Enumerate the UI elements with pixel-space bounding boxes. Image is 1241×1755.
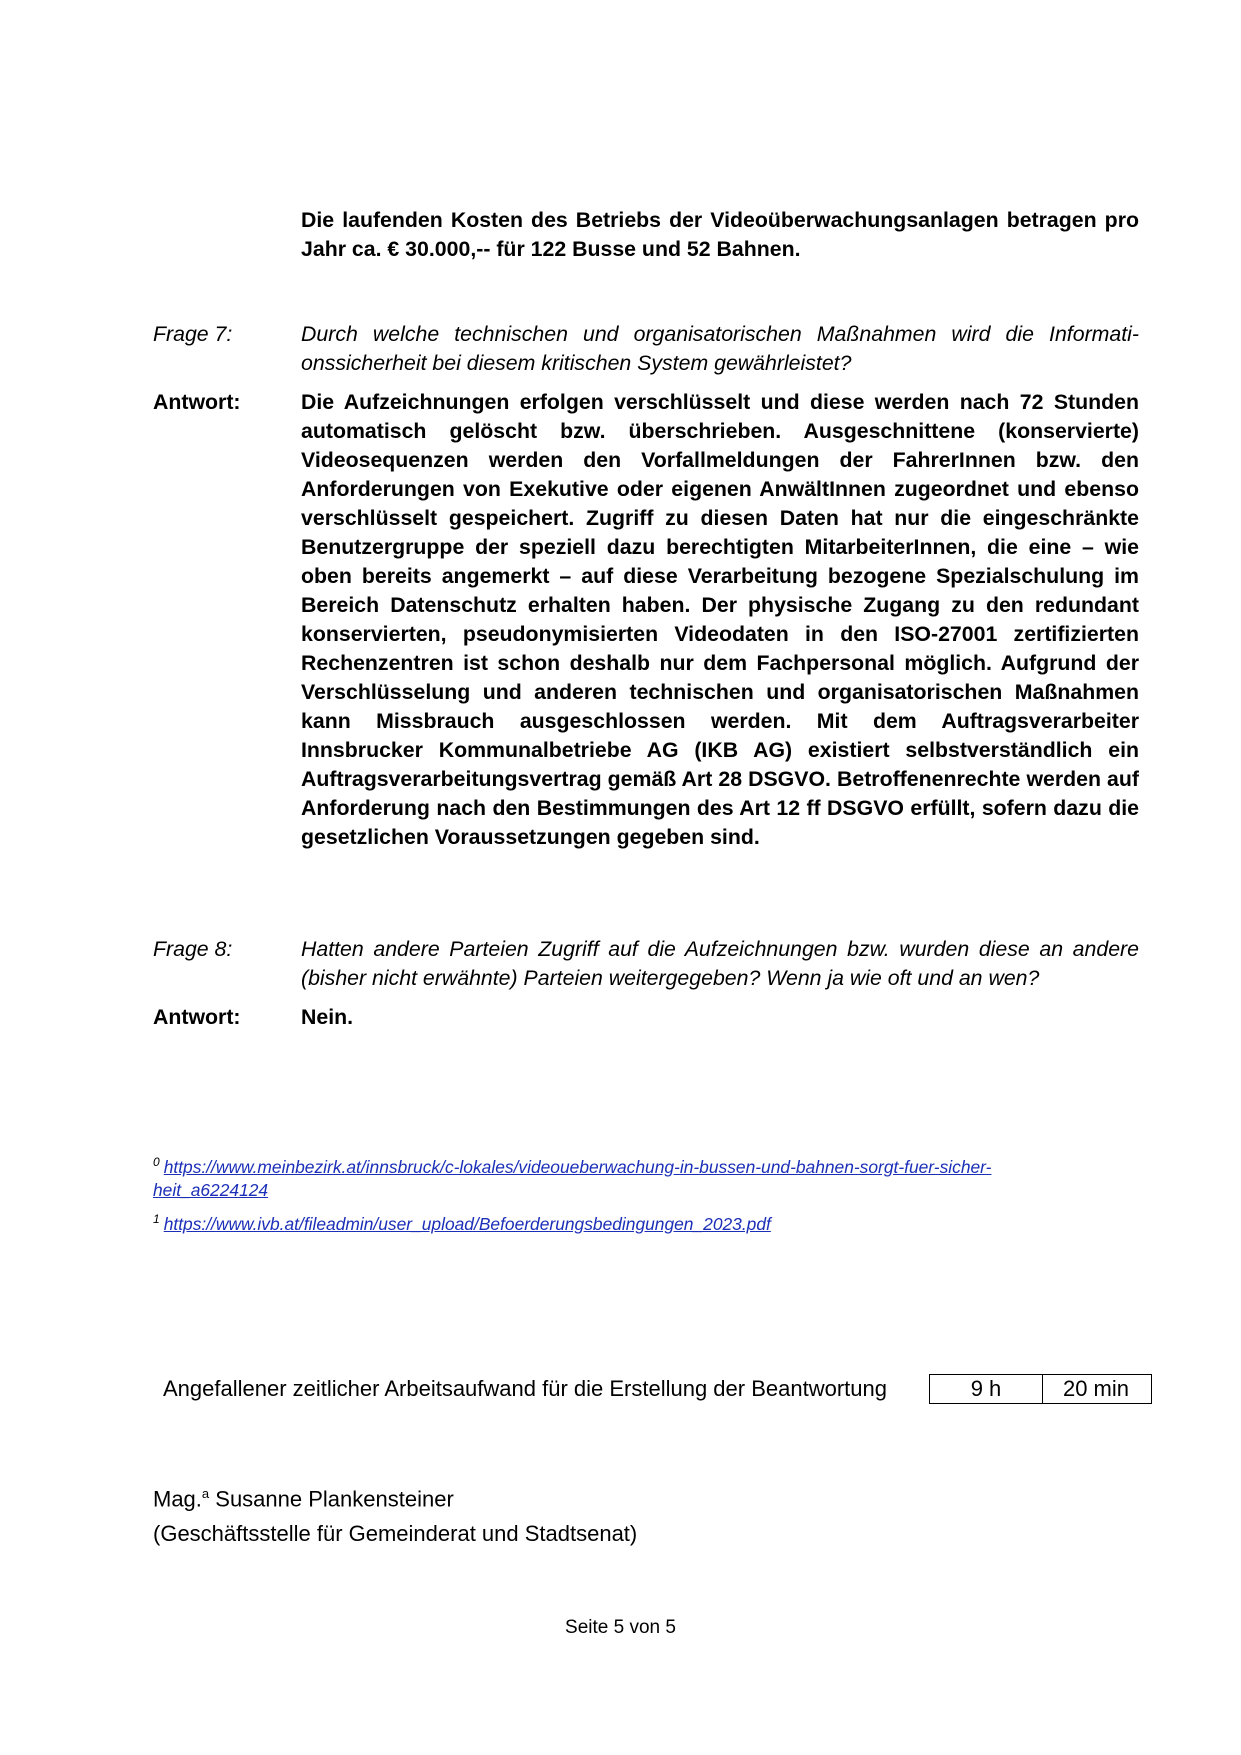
question-7-label: Frage 7: (153, 322, 233, 346)
signature-person: Susanne Plankensteiner (209, 1486, 454, 1512)
effort-label: Angefallener zeitlicher Arbeitsaufwand für die Erstellung der Beantwortung (163, 1376, 887, 1401)
footnote-link[interactable]: https://www.meinbezirk.at/innsbruck/c-lokales/videoueberwachung-in-bussen-und-bahnen-sorgt-fuer-sicher-heit_a6224124 (153, 1157, 992, 1200)
answer-8-text: Nein. (301, 1005, 354, 1029)
footnote-0 (153, 1156, 1073, 1202)
question-8-text: Hatten andere Parteien Zugriff auf die Aufzeichnungen bzw. wurden diese an andere (bisher nicht erwähnte) Parteien weitergegeben? Wenn ja wie oft und an wen? (301, 937, 1139, 990)
footnote-1 (153, 1213, 1073, 1236)
footnote-link[interactable]: https://www.ivb.at/fileadmin/user_upload/Befoerderungsbedingungen_2023.pdf (163, 1214, 771, 1234)
signature-title-sup: a (201, 1486, 210, 1501)
answer-7-label: Antwort: (153, 390, 241, 414)
question-7-text: Durch welche technischen und organisatorischen Maßnahmen wird die Informationssicherheit bei diesem kritischen System gewährleistet? (301, 322, 1139, 375)
answer-8-label: Antwort: (153, 1005, 241, 1029)
footnote-marker: 1 (153, 1212, 160, 1227)
effort-minutes-cell: 20 min (1041, 1374, 1152, 1404)
signature-name (153, 1480, 454, 1513)
page-number: Seite 5 von 5 (565, 1617, 676, 1638)
question-8-label: Frage 8: (153, 937, 233, 961)
intro-paragraph: Die laufenden Kosten des Betriebs der Videoüberwachungsanlagen betragen pro Jahr ca. € 30.000,-- für 122 Busse und 52 Bahnen. (301, 208, 1139, 261)
answer-7-text: Die Aufzeichnungen erfolgen verschlüsselt und diese werden nach 72 Stunden automatisch gelöscht bzw. überschrieben. Ausgeschnittene (konservierte) Videosequenzen werden den Vorfallmeldungen der FahrerInnen bzw. den Anforderungen von Exekutive oder eigenen AnwältInnen zugeordnet und ebenso verschlüsselt gespeichert. Zugriff zu diesen Daten hat nur die eingeschränkte Benutzergruppe der speziell dazu berechtigten MitarbeiterInnen, die eine – wie oben bereits angemerkt – auf diese Verarbeitung bezogene Spezialschulung im Bereich Datenschutz erhalten haben. Der physische Zugang zu den redundant konservierten, pseudonymisierten Videodaten in den ISO-27001 zertifizierten Rechenzentren ist schon deshalb nur dem Fachpersonal möglich. Aufgrund der Verschlüsselung und anderen technischen und organisatorischen Maßnahmen kann Missbrauch ausgeschlossen werden. Mit dem Auftragsverarbeiter Innsbrucker Kommunalbetriebe AG (IKB AG) existiert selbstverständlich ein Auftragsverarbeitungsvertrag gemäß Art 28 DSGVO. Betroffenenrechte werden auf Anforderung nach den Bestimmungen des Art 12 ff DSGVO erfüllt, sofern dazu die gesetzlichen Voraussetzungen gegeben sind. (301, 390, 1139, 849)
effort-row (163, 1374, 1153, 1404)
signature-organisation: (Geschäftsstelle für Gemeinderat und Stadtsenat) (153, 1521, 638, 1546)
footnote-marker: 0 (153, 1155, 160, 1170)
signature-title: Mag. (153, 1486, 202, 1512)
effort-hours-cell: 9 h (929, 1374, 1043, 1404)
